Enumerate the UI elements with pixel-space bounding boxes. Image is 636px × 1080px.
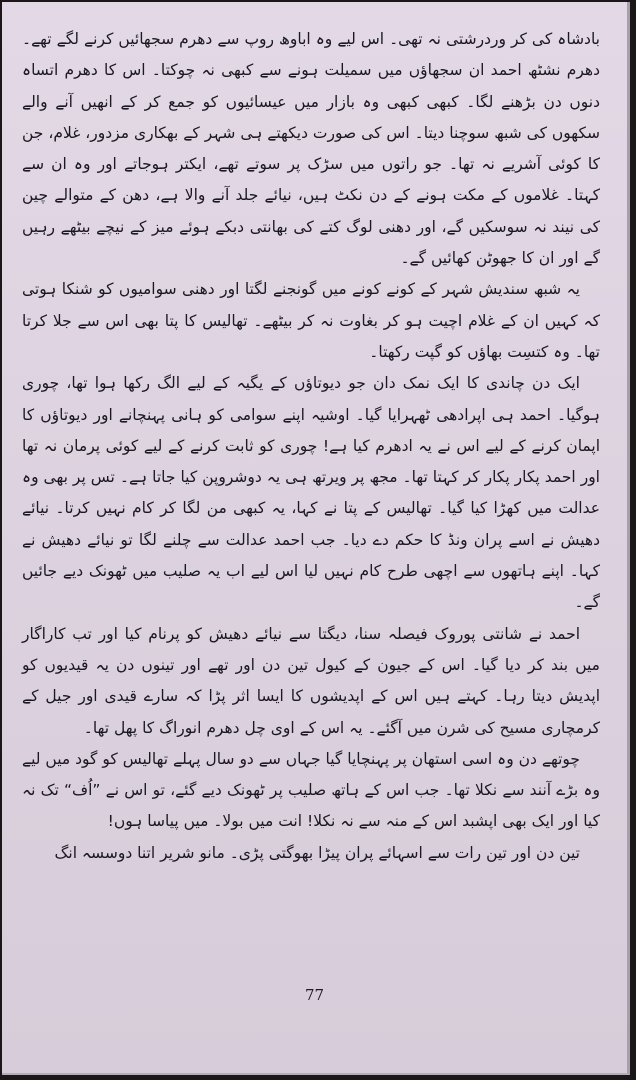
- paragraph-2: یہ شبھ سندیش شہر کے کونے کونے میں گونجنے لگتا اور دھنی سوامیوں کو شنکا ہوتی کہ کہیں ان کے غلام اچیت ہو کر بغاوت نہ کر بیٹھے۔ تھالیس کا پتا بھی اس سے جلا کرتا تھا۔ وہ کتسِت بھاؤں کو گپت رکھتا۔: [22, 280, 600, 361]
- page-number: 77: [304, 986, 325, 1004]
- body-text: [22, 24, 600, 869]
- paragraph-6: تین دن اور تین رات سے اسہائے پران پیڑا بھوگتی پڑی۔ مانو شریر اتنا دوسسہ انگ: [54, 843, 580, 862]
- paragraph-5: چوتھے دن وہ اسی استھان پر پہنچایا گیا جہاں سے دو سال پہلے تھالیس کو گود میں لیے وہ بڑے آنند سے نکلا تھا۔ جب اس کے ہاتھ صلیب پر ٹھونک دیے گئے، تو اس نے ”اُف“ تک نہ کیا اور ایک بھی اپشبد اس کے منہ سے نہ نکلا! انت میں بولا۔ میں پیاسا ہوں!: [22, 749, 600, 831]
- paragraph-3: ایک دن چاندی کا ایک نمک دان جو دیوتاؤں کے یگیہ کے لیے الگ رکھا ہوا تھا، چوری ہوگیا۔ احمد ہی اپرادھی ٹھہرایا گیا۔ اوشیہ اپنے سوامی کو ہانی پہنچانے اور دیوتاؤں کا اپمان کرنے کے لیے اس نے یہ ادھرم کیا ہے! چوری کو ثابت کرنے کے لیے کوئی پرمان نہ تھا اور احمد پکار پکار کر کہتا تھا۔ مجھ پر ویرتھ ہی یہ دوشروپن کیا جاتا ہے۔ تس پر بھی وہ عدالت میں کھڑا کیا گیا۔ تھالیس کے پتا نے کہا، یہ کبھی من لگا کر کام نہیں کرتا۔ نیائے دھیش نے اسے پران ونڈ کا حکم دے دیا۔ جب احمد عدالت سے چلنے لگا تو نیائے دھیش نے کہا۔ اپنے ہاتھوں سے اچھی طرح کام نہیں لیا اس لیے اب یہ صلیب میں ٹھونک دیے جائیں گے۔: [22, 374, 600, 612]
- paragraph-1: بادشاہ کی کر وردرشتی نہ تھی۔ اس لیے وہ اباوھ روپ سے دھرم سجھائیں کرنے لگے تھے۔ دھرم نشٹھ احمد ان سجھاؤں میں سمیلت ہونے سے کبھی نہ چوکتا۔ اس کا دھرم اتساہ دنوں دن بڑھنے لگا۔ کبھی کبھی وہ بازار میں عیسائیوں کو جمع کر کے انھیں آنے والے سکھوں کی شبھ سوچنا دیتا۔ اس کی صورت دیکھتے ہی شہر کے بھکاری مزدور، غلام، جن کا کوئی آشریے نہ تھا۔ جو راتوں میں سڑک پر سوتے تھے، ایکتر ہوجاتے اور وہ ان سے کہتا۔ غلاموں کے مکت ہونے کے دن نکٹ ہیں، نیائے جلد آنے والا ہے، دھن کے متوالے چین کی نیند نہ سوسکیں گے، اور دھنی لوگ کتے کی بھانتی دبکے ہوئے میز کے نیچے بیٹھے رہیں گے اور ان کا جھوٹن کھائیں گے۔: [22, 30, 600, 268]
- book-page: [2, 2, 630, 1075]
- paragraph-4: احمد نے شانتی پوروک فیصلہ سنا، دیگتا سے نیائے دھیش کو پرنام کیا اور تب کاراگار میں بند کر دیا گیا۔ اس کے جیون کے کیول تین دن اور تھے اور تینوں دن یہ قیدیوں کو اپدیش دیتا رہا۔ کہتے ہیں اس کے اپدیشوں کا ایسا اثر پڑا کہ سارے قیدی اور جیل کے کرمچاری مسیح کی شرن میں آگئے۔ یہ اس کے اوی چل دھرم انوراگ کا پھل تھا۔: [22, 624, 600, 737]
